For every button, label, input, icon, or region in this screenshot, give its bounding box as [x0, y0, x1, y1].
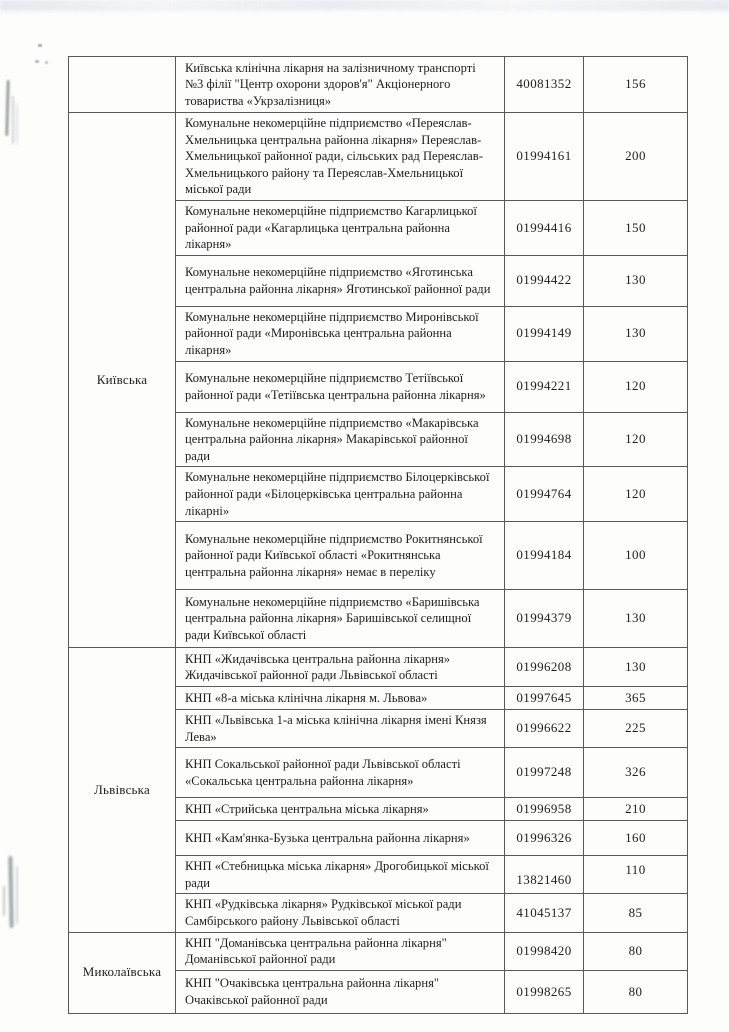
- top-scan-streak-2: [0, 8, 729, 13]
- left-margin-smudge-2: [12, 96, 14, 144]
- hospitals-table: [68, 56, 688, 1014]
- edrpou-code-cell: 40081352: [505, 57, 584, 113]
- edrpou-code-cell: 01994698: [505, 412, 584, 467]
- left-margin-smudge-1: [5, 80, 9, 136]
- bed-count-cell: 130: [584, 306, 688, 361]
- edrpou-code-cell: 01994161: [505, 113, 584, 201]
- pencil-mark-2: [35, 60, 39, 63]
- bed-count-cell: 110: [584, 856, 688, 894]
- hospital-row: [69, 113, 688, 201]
- left-margin-smudge-3: [16, 104, 18, 144]
- bed-count-cell: 365: [584, 687, 688, 710]
- bed-count-cell: 326: [584, 748, 688, 798]
- hospital-name-cell: КНП «Стебницька міська лікарня» Дрогобицької міської ради: [176, 856, 505, 894]
- hospital-name-cell: КНП «Рудківська лікарня» Рудківської міської ради Самбірського району Львівської області: [176, 894, 505, 932]
- hospital-row: [69, 57, 688, 113]
- hospital-name-cell: Комунальне некомерційне підприємство Кагарлицької районної ради «Кагарлицька центральна районна лікарня»: [176, 200, 505, 255]
- hospital-row: [69, 648, 688, 687]
- region-cell: Миколаївська: [69, 932, 176, 1013]
- bed-count-cell: 80: [584, 932, 688, 970]
- edrpou-code-cell: 13821460: [505, 856, 584, 894]
- hospital-name-cell: Комунальне некомерційне підприємство «Баришівська центральна районна лікарня» Баришівської селищної ради Київської області: [176, 590, 505, 648]
- edrpou-code-cell: 01996622: [505, 710, 584, 748]
- edrpou-code-cell: 01996208: [505, 648, 584, 687]
- hospital-name-cell: КНП "Очаківська центральна районна лікарня" Очаківської районної ради: [176, 970, 505, 1013]
- bed-count-cell: 156: [584, 57, 688, 113]
- hospital-name-cell: Комунальне некомерційне підприємство «Яготинська центральна районна лікарня» Яготинської районної ради: [176, 255, 505, 306]
- left-margin-smudge-5: [16, 866, 18, 924]
- edrpou-code-cell: 01994149: [505, 306, 584, 361]
- hospital-name-cell: Комунальне некомерційне підприємство Тетіївської районної ради «Тетіївська центральна районна лікарня»: [176, 361, 505, 412]
- hospital-name-cell: КНП "Доманівська центральна районна лікарня" Доманівської районної ради: [176, 932, 505, 970]
- bed-count-cell: 130: [584, 255, 688, 306]
- hospital-name-cell: Комунальне некомерційне підприємство Білоцерківської районної ради «Білоцерківська центральна районна лікарні»: [176, 467, 505, 522]
- bed-count-cell: 120: [584, 467, 688, 522]
- hospital-name-cell: КНП «Львівська 1-а міська клінічна лікарня імені Князя Лева»: [176, 710, 505, 748]
- bed-count-cell: 120: [584, 361, 688, 412]
- edrpou-code-cell: 01994184: [505, 522, 584, 590]
- edrpou-code-cell: 01998265: [505, 970, 584, 1013]
- region-cell: Львівська: [69, 648, 176, 933]
- bed-count-cell: 85: [584, 894, 688, 932]
- pencil-mark-1: [38, 44, 42, 47]
- bed-count-cell: 100: [584, 522, 688, 590]
- edrpou-code-cell: 01996326: [505, 821, 584, 856]
- hospital-name-cell: КНП «Стрийська центральна міська лікарня»: [176, 798, 505, 821]
- bed-count-cell: 200: [584, 113, 688, 201]
- edrpou-code-cell: 01994379: [505, 590, 584, 648]
- left-margin-smudge-4: [8, 856, 13, 928]
- edrpou-code-cell: 01998420: [505, 932, 584, 970]
- edrpou-code-cell: 01997645: [505, 687, 584, 710]
- edrpou-code-cell: 01994422: [505, 255, 584, 306]
- region-cell: [69, 57, 176, 113]
- pencil-mark-3: [45, 61, 48, 64]
- left-margin-smudge-6: [3, 886, 5, 916]
- edrpou-code-cell: 41045137: [505, 894, 584, 932]
- hospital-name-cell: Комунальне некомерційне підприємство «Переяслав-Хмельницька центральна районна лікарня» Переяслав-Хмельницької районної ради, сільських рад Переяслав-Хмельницького району та Переяслав-Хмельницької міської ради: [176, 113, 505, 201]
- hospital-name-cell: Комунальне некомерційне підприємство Миронівської районної ради «Миронівська центральна районна лікарня»: [176, 306, 505, 361]
- hospital-name-cell: КНП «8-а міська клінічна лікарня м. Львова»: [176, 687, 505, 710]
- bed-count-cell: 130: [584, 590, 688, 648]
- hospital-name-cell: КНП Сокальської районної ради Львівської області «Сокальська центральна районна лікарня»: [176, 748, 505, 798]
- bed-count-cell: 80: [584, 970, 688, 1013]
- edrpou-code-cell: 01996958: [505, 798, 584, 821]
- hospital-name-cell: Київська клінічна лікарня на залізничному транспорті №3 філії "Центр охорони здоров'я" Акціонерного товариства «Укрзалізниця»: [176, 57, 505, 113]
- edrpou-code-cell: 01994416: [505, 200, 584, 255]
- hospital-name-cell: КНП «Кам'янка-Бузька центральна районна лікарня»: [176, 821, 505, 856]
- hospital-row: [69, 932, 688, 970]
- bed-count-cell: 120: [584, 412, 688, 467]
- region-cell: Київська: [69, 113, 176, 648]
- bed-count-cell: 210: [584, 798, 688, 821]
- edrpou-code-cell: 01994221: [505, 361, 584, 412]
- bed-count-cell: 160: [584, 821, 688, 856]
- hospital-name-cell: КНП «Жидачівська центральна районна лікарня» Жидачівської районної ради Львівської області: [176, 648, 505, 687]
- hospital-name-cell: Комунальне некомерційне підприємство «Макарівська центральна районна лікарня» Макарівської районної ради: [176, 412, 505, 467]
- bed-count-cell: 130: [584, 648, 688, 687]
- edrpou-code-cell: 01997248: [505, 748, 584, 798]
- edrpou-code-cell: 01994764: [505, 467, 584, 522]
- bed-count-cell: 225: [584, 710, 688, 748]
- hospital-name-cell: Комунальне некомерційне підприємство Рокитнянської районної ради Київської області «Рокитнянська центральна районна лікарня» немає в переліку: [176, 522, 505, 590]
- bed-count-cell: 150: [584, 200, 688, 255]
